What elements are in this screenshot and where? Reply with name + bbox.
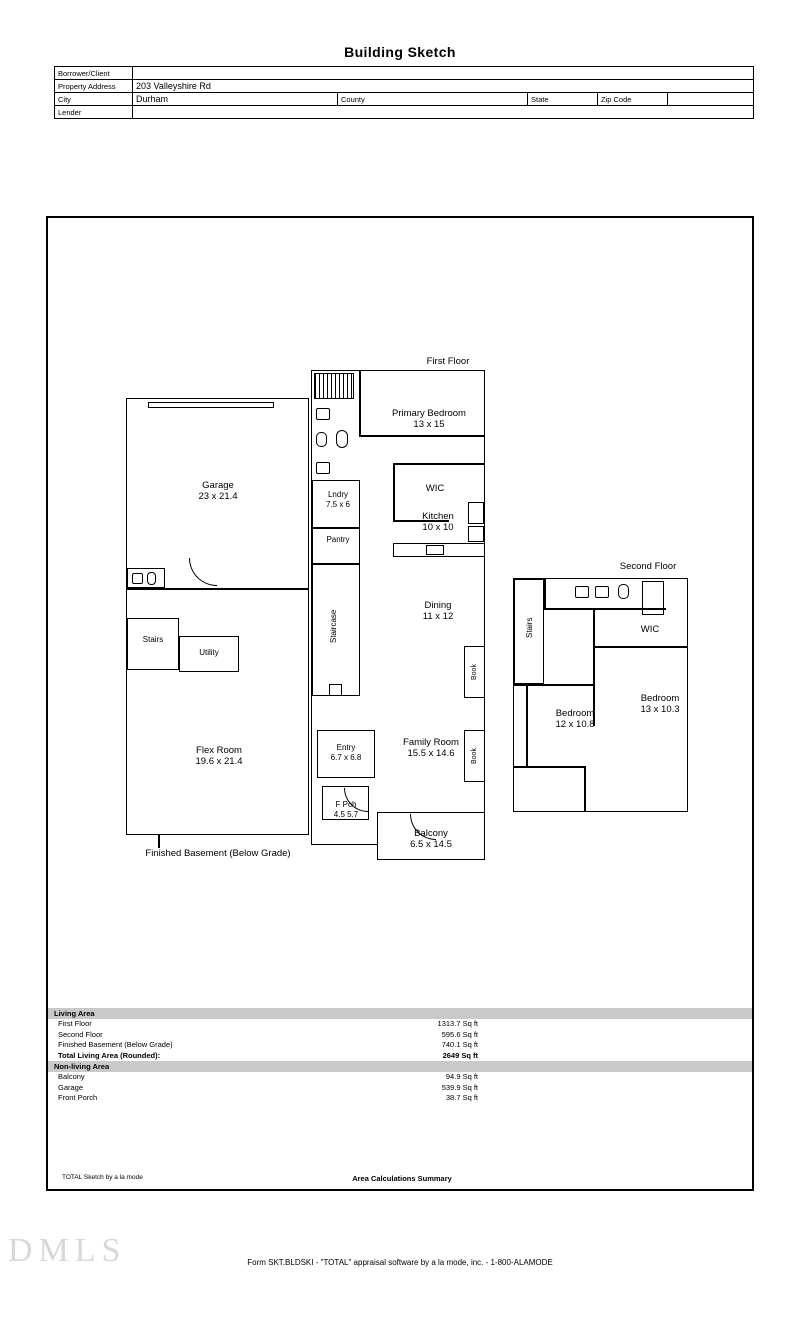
room-label-book-1: Book (471, 664, 478, 680)
room-label-entry: Entry 6.7 x 6.8 (330, 743, 362, 762)
garage-door (148, 402, 274, 408)
room-label-front-porch: F Pch 4.5 5.7 (333, 800, 359, 819)
city-value: Durham (133, 93, 338, 106)
primary-bedroom-wall (359, 370, 361, 436)
room-label-flex-room: Flex Room 19.6 x 21.4 (195, 745, 243, 767)
mls-watermark: DMLS (8, 1232, 127, 1269)
basement-notch (158, 834, 160, 848)
room-label-utility: Utility (199, 648, 219, 657)
property-address-label: Property Address (55, 80, 133, 93)
property-info-table (54, 66, 754, 119)
area-value: 2649 Sq ft (442, 1050, 478, 1060)
city-label: City (55, 93, 133, 106)
table-row (55, 93, 754, 106)
area-row (48, 1030, 752, 1041)
basement-divider (127, 588, 308, 590)
room-label-kitchen: Kitchen 10 x 10 (422, 511, 454, 533)
shower-icon (642, 581, 664, 615)
sink-icon (316, 408, 330, 420)
area-value: 94.9 Sq ft (445, 1072, 478, 1081)
area-row (48, 1040, 752, 1051)
room-label-bedroom-1: Bedroom 12 x 10.8 (555, 708, 595, 730)
area-calculations (48, 1008, 752, 1104)
table-row (55, 80, 754, 93)
area-summary-title: Area Calculations Summary (352, 1174, 452, 1183)
sink-icon (426, 545, 444, 555)
sketch-credit: TOTAL Sketch by a la mode (62, 1174, 143, 1181)
floor-label-first-floor: First Floor (426, 356, 470, 367)
area-name: Finished Basement (Below Grade) (58, 1040, 173, 1049)
room-label-wic-second: WIC (640, 624, 660, 635)
second-floor-wall-v (544, 578, 546, 608)
sink-icon (595, 586, 609, 598)
room-label-wic-first: WIC (425, 483, 445, 494)
county-label: County (338, 93, 528, 106)
second-floor-notch-2 (584, 766, 586, 812)
area-name: Total Living Area (Rounded): (58, 1050, 161, 1060)
borrower-value (133, 67, 754, 80)
area-name: Front Porch (58, 1093, 98, 1102)
area-name: Garage (58, 1082, 84, 1092)
area-value: 740.1 Sq ft (441, 1040, 478, 1049)
area-row (48, 1019, 752, 1030)
tub-icon (336, 430, 348, 448)
table-row (55, 106, 754, 119)
basement-outline (126, 398, 309, 835)
area-value: 1313.7 Sq ft (437, 1019, 478, 1028)
wic-wall-a (593, 610, 595, 648)
state-label: State (528, 93, 598, 106)
room-label-laundry: Lndry 7.5 x 6 (325, 490, 350, 509)
area-value: 38.7 Sq ft (445, 1093, 478, 1102)
second-floor-notch-1 (514, 766, 584, 768)
table-row (55, 67, 754, 80)
toilet-icon (618, 584, 629, 599)
primary-bedroom-wall-2 (359, 435, 485, 437)
floor-label-basement: Finished Basement (Below Grade) (145, 848, 291, 859)
second-floor-bath-wall (544, 608, 666, 610)
zip-value (668, 93, 754, 106)
area-value: 539.9 Sq ft (441, 1082, 478, 1092)
sink-icon (316, 462, 330, 474)
lender-label: Lender (55, 106, 133, 119)
pantry-box (312, 528, 360, 564)
wic-wall-1 (393, 463, 395, 521)
total-living-area-row (48, 1051, 752, 1062)
sink-icon (132, 573, 143, 584)
room-label-family-room: Family Room 15.5 x 14.6 (403, 737, 459, 759)
footer-note: Form SKT.BLDSKI - "TOTAL" appraisal software by a la mode, inc. - 1-800-ALAMODE (247, 1258, 553, 1267)
wic-wall-b (593, 646, 688, 648)
room-label-dining: Dining 11 x 12 (422, 600, 454, 622)
area-name: Second Floor (58, 1029, 103, 1039)
floor-label-second-floor: Second Floor (619, 561, 677, 572)
borrower-label: Borrower/Client (55, 67, 133, 80)
nonliving-area-band: Non-living Area (48, 1061, 752, 1072)
living-area-band: Living Area (48, 1008, 752, 1019)
property-address-value: 203 Valleyshire Rd (133, 80, 754, 93)
zip-label: Zip Code (598, 93, 668, 106)
area-name: Balcony (58, 1072, 85, 1081)
shower-tile-icon (314, 373, 354, 399)
room-label-pantry: Pantry (326, 535, 350, 544)
room-label-balcony: Balcony 6.5 x 14.5 (410, 828, 452, 850)
wic-wall-2 (393, 463, 485, 465)
lender-value (133, 106, 754, 119)
room-label-book-2: Book (471, 748, 478, 764)
room-label-stairs-basement: Stairs (142, 635, 164, 644)
toilet-icon (316, 432, 327, 447)
area-row (48, 1093, 752, 1104)
room-label-bedroom-2: Bedroom 13 x 10.3 (640, 693, 680, 715)
area-value: 595.6 Sq ft (441, 1029, 478, 1039)
area-row (48, 1083, 752, 1094)
sink-icon (575, 586, 589, 598)
room-label-stairs-second: Stairs (525, 617, 534, 639)
area-name: First Floor (58, 1019, 92, 1028)
room-label-primary-bedroom: Primary Bedroom 13 x 15 (392, 408, 466, 430)
room-label-garage: Garage 23 x 21.4 (198, 480, 238, 502)
page-title: Building Sketch (344, 44, 456, 60)
area-row (48, 1072, 752, 1083)
staircase-marker (329, 684, 342, 696)
room-label-staircase: Staircase (329, 609, 338, 643)
toilet-icon (147, 572, 156, 585)
